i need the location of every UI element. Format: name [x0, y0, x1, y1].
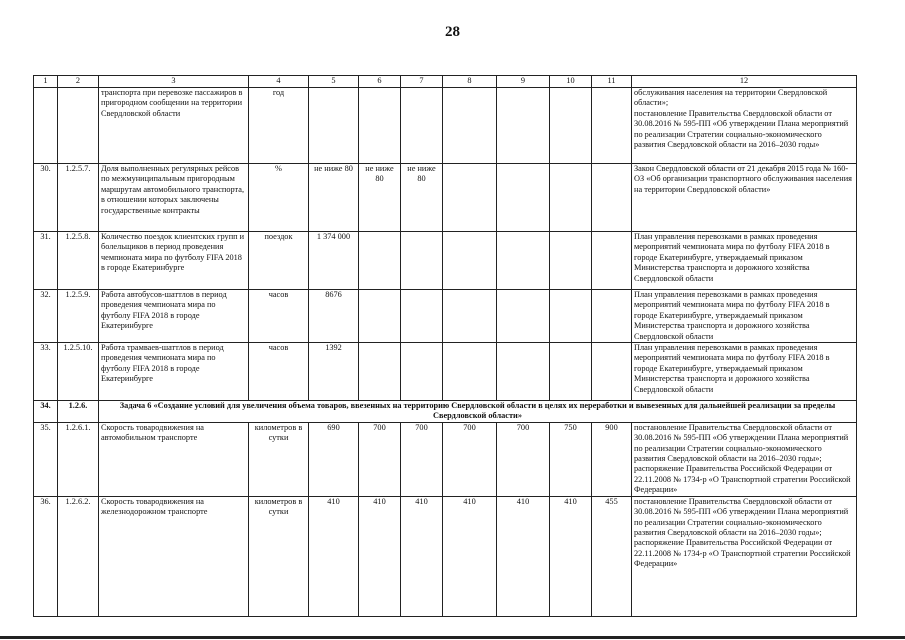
column-header-8: 8: [443, 76, 497, 88]
cell-val-2021: [497, 343, 550, 401]
cell-code: 1.2.5.9.: [58, 290, 99, 343]
column-header-7: 7: [401, 76, 443, 88]
cell-val-2021: [497, 88, 550, 164]
cell-source-doc: обслуживания населения на территории Свердловской области»; постановление Правительства Свердловской области от 30.08.2016 № 595-ПП «Об утверждении Плана мероприятий по реализации Стратегии социально-экономического развития Свердловской области на 2016–2030 годы»: [632, 88, 857, 164]
cell-val-2019: [401, 290, 443, 343]
cell-val-2022: 410: [550, 496, 592, 616]
cell-val-2022: [550, 164, 592, 232]
cell-val-2020: [443, 343, 497, 401]
cell-val-2018: [359, 232, 401, 290]
table-row: [34, 232, 857, 290]
cell-unit: год: [249, 88, 309, 164]
cell-val-2019: 410: [401, 496, 443, 616]
cell-val-2019: [401, 343, 443, 401]
cell-val-2023: 455: [592, 496, 632, 616]
column-header-12: 12: [632, 76, 857, 88]
column-header-11: 11: [592, 76, 632, 88]
cell-val-2021: [497, 164, 550, 232]
cell-val-2017: [309, 88, 359, 164]
cell-val-2018: [359, 290, 401, 343]
cell-val-2023: [592, 290, 632, 343]
cell-indicator: Скорость товародвижения на автомобильном транспорте: [99, 422, 249, 496]
table-row: [34, 343, 857, 401]
cell-source-doc: Закон Свердловской области от 21 декабря 2015 года № 160-ОЗ «Об организации транспортного обслуживания населения на территории Свердловской области»: [632, 164, 857, 232]
cell-source-doc: План управления перевозками в рамках проведения мероприятий чемпионата мира по футболу FIFA 2018 в городе Екатеринбурге, утверждаемый приказом Министерства транспорта и дорожного хозяйства Свердловской области: [632, 232, 857, 290]
cell-val-2018: [359, 88, 401, 164]
cell-val-2019: 700: [401, 422, 443, 496]
cell-val-2017: 1 374 000: [309, 232, 359, 290]
column-header-10: 10: [550, 76, 592, 88]
cell-val-2018: не ниже 80: [359, 164, 401, 232]
cell-val-2021: 410: [497, 496, 550, 616]
column-header-3: 3: [99, 76, 249, 88]
task-row: [34, 401, 857, 423]
column-header-6: 6: [359, 76, 401, 88]
task-title: Задача 6 «Создание условий для увеличения объема товаров, ввезенных на территорию Свердловской области в целях их переработки и вывезенных для дальнейшей реализации за пределы Свердловской области»: [99, 401, 857, 423]
cell-val-2022: [550, 88, 592, 164]
cell-val-2018: 410: [359, 496, 401, 616]
cell-val-2020: [443, 164, 497, 232]
cell-num: 31.: [34, 232, 58, 290]
cell-val-2017: 8676: [309, 290, 359, 343]
header-row: [34, 76, 857, 88]
cell-val-2020: [443, 232, 497, 290]
cell-indicator: Работа трамваев-шаттлов в период проведения чемпионата мира по футболу FIFA 2018 в городе Екатеринбурге: [99, 343, 249, 401]
cell-num: 32.: [34, 290, 58, 343]
cell-indicator: Работа автобусов-шаттлов в период проведения чемпионата мира по футболу FIFA 2018 в городе Екатеринбурге: [99, 290, 249, 343]
table-row: [34, 164, 857, 232]
cell-val-2023: [592, 88, 632, 164]
cell-source-doc: План управления перевозками в рамках проведения мероприятий чемпионата мира по футболу FIFA 2018 в городе Екатеринбурге, утверждаемый приказом Министерства транспорта и дорожного хозяйства Свердловской области: [632, 290, 857, 343]
column-header-1: 1: [34, 76, 58, 88]
cell-num: 35.: [34, 422, 58, 496]
cell-val-2019: [401, 88, 443, 164]
cell-val-2023: [592, 232, 632, 290]
cell-val-2021: [497, 232, 550, 290]
cell-num: 36.: [34, 496, 58, 616]
cell-code: 1.2.5.10.: [58, 343, 99, 401]
cell-indicator: транспорта при перевозке пассажиров в пригородном сообщении на территории Свердловской области: [99, 88, 249, 164]
table-row: [34, 290, 857, 343]
row-code: 1.2.6.: [58, 401, 99, 423]
cell-indicator: Количество поездок клиентских групп и болельщиков в период проведения чемпионата мира по футболу FIFA 2018 в городе Екатеринбурге: [99, 232, 249, 290]
cell-val-2023: [592, 343, 632, 401]
column-header-2: 2: [58, 76, 99, 88]
cell-source-doc: постановление Правительства Свердловской области от 30.08.2016 № 595-ПП «Об утверждении Плана мероприятий по реализации Стратегии социально-экономического развития Свердловской области на 2016–2030 годы»; распоряжение Правительства Российской Федерации от 22.11.2008 № 1734-р «О Транспортной стратегии Российской Федерации»: [632, 422, 857, 496]
cell-unit: километров в сутки: [249, 496, 309, 616]
cell-unit: %: [249, 164, 309, 232]
cell-val-2020: [443, 88, 497, 164]
cell-code: 1.2.6.1.: [58, 422, 99, 496]
cell-val-2017: 690: [309, 422, 359, 496]
row-number: 34.: [34, 401, 58, 423]
column-header-5: 5: [309, 76, 359, 88]
cell-val-2022: 750: [550, 422, 592, 496]
cell-indicator: Скорость товародвижения на железнодорожном транспорте: [99, 496, 249, 616]
cell-code: [58, 88, 99, 164]
cell-val-2020: 410: [443, 496, 497, 616]
cell-num: 30.: [34, 164, 58, 232]
cell-val-2021: 700: [497, 422, 550, 496]
cell-val-2018: [359, 343, 401, 401]
cell-val-2020: 700: [443, 422, 497, 496]
cell-val-2017: 410: [309, 496, 359, 616]
column-header-9: 9: [497, 76, 550, 88]
cell-val-2021: [497, 290, 550, 343]
page-bottom-edge: [0, 636, 905, 639]
cell-val-2017: 1392: [309, 343, 359, 401]
cell-val-2018: 700: [359, 422, 401, 496]
page-number: 28: [445, 24, 460, 40]
indicators-table: [33, 75, 857, 617]
column-header-4: 4: [249, 76, 309, 88]
table-row: [34, 88, 857, 164]
cell-unit: часов: [249, 343, 309, 401]
cell-val-2022: [550, 232, 592, 290]
cell-source-doc: постановление Правительства Свердловской области от 30.08.2016 № 595-ПП «Об утверждении Плана мероприятий по реализации Стратегии социально-экономического развития Свердловской области на 2016–2030 годы»; распоряжение Правительства Российской Федерации от 22.11.2008 № 1734-р «О Транспортной стратегии Российской Федерации»: [632, 496, 857, 616]
cell-unit: километров в сутки: [249, 422, 309, 496]
cell-val-2019: не ниже 80: [401, 164, 443, 232]
cell-code: 1.2.6.2.: [58, 496, 99, 616]
table-row: [34, 496, 857, 616]
cell-num: 33.: [34, 343, 58, 401]
cell-val-2020: [443, 290, 497, 343]
cell-val-2023: 900: [592, 422, 632, 496]
cell-unit: часов: [249, 290, 309, 343]
cell-val-2022: [550, 343, 592, 401]
cell-val-2022: [550, 290, 592, 343]
cell-unit: поездок: [249, 232, 309, 290]
cell-code: 1.2.5.7.: [58, 164, 99, 232]
cell-source-doc: План управления перевозками в рамках проведения мероприятий чемпионата мира по футболу FIFA 2018 в городе Екатеринбурге, утверждаемый приказом Министерства транспорта и дорожного хозяйства Свердловской области: [632, 343, 857, 401]
cell-code: 1.2.5.8.: [58, 232, 99, 290]
cell-val-2017: не ниже 80: [309, 164, 359, 232]
cell-val-2023: [592, 164, 632, 232]
cell-val-2019: [401, 232, 443, 290]
table-row: [34, 422, 857, 496]
cell-num: [34, 88, 58, 164]
cell-indicator: Доля выполненных регулярных рейсов по межмуниципальным пригородным маршрутам автомобильного транспорта, в отношении которых заключены государственные контракты: [99, 164, 249, 232]
